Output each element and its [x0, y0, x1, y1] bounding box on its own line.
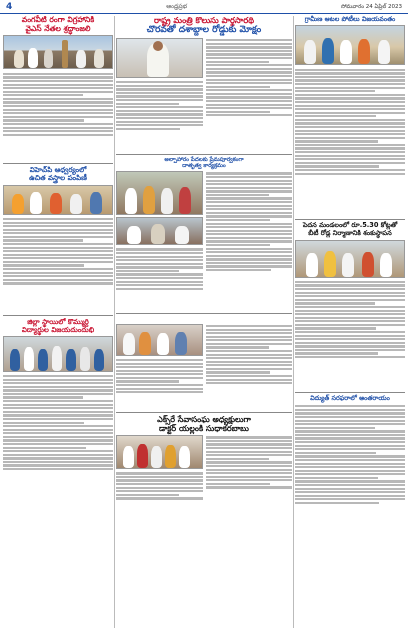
- headline-col1-1b: వైఎస్ నేతల శ్రద్ధాంజలి: [25, 23, 91, 33]
- headline-col2-3: ఎక్స్‌రే సేవాసంఘ అధ్యక్షులుగా: [157, 414, 251, 424]
- headline-col2-3b: డాక్టర్ యల్లంకి సుధాకరబాబు: [159, 423, 249, 433]
- headline-col2-2: అల్పాహారం పేదలకు ప్రేమపూర్వకంగా: [164, 156, 244, 163]
- headline-col3-1: గ్రామీణ ఆటల పోటీలు విజయవంతం: [304, 15, 396, 23]
- headline-col3-2b: బీటీ రోడ్ల నిర్మాణానికి శంకుస్థాపన: [308, 228, 392, 237]
- photo-felicitation: [116, 324, 203, 356]
- photo-food-service: [116, 171, 203, 215]
- column-middle: [116, 16, 292, 511]
- photo-sports: [295, 25, 405, 65]
- photo-distribution: [3, 185, 113, 215]
- photo-road-foundation: [295, 240, 405, 278]
- headline-col1-3: జిల్లా స్థాయిలో కొమ్ముర్ది: [27, 317, 89, 326]
- headline-col1-2b: ఉచిత వస్త్రాల పంపిణీ: [29, 174, 87, 183]
- column-right: [295, 16, 405, 544]
- article-text: [295, 67, 405, 217]
- article-text: [3, 374, 113, 512]
- dateline: సోమవారం 24 ఏప్రిల్ 2023: [340, 3, 402, 10]
- article-text: [206, 171, 293, 311]
- photo-statue-event: [3, 35, 113, 69]
- headline-col2-1b: చొరవతో దశాబ్దాల రోడ్డుకు మోక్షం: [146, 25, 262, 36]
- photo-students: [3, 336, 113, 372]
- headline-col1-2: విహెచ్‌పి ఆధ్వర్యంలో: [29, 166, 87, 175]
- article-text: [206, 38, 293, 152]
- photo-gathering: [116, 217, 203, 245]
- article-text: [295, 280, 405, 390]
- headline-col2-2b: దాతృత్వ కార్యక్రమం: [182, 162, 226, 169]
- article-text: [3, 71, 113, 161]
- article-text: [295, 404, 405, 544]
- article-text: [116, 80, 203, 152]
- article-text: [3, 217, 113, 313]
- headline-col1-1: వంగవీటి రంగా విగ్రహానికి: [21, 15, 95, 24]
- page-header: [0, 0, 408, 14]
- headline-col1-3b: విద్యార్థుల విజయదుందుభి: [21, 325, 95, 334]
- headline-col2-1: రాష్ట్ర మంత్రి కొలుసు పార్థసారథి: [154, 15, 254, 25]
- masthead: ఆంధ్రప్రభ: [166, 2, 188, 10]
- article-text: [206, 435, 293, 511]
- article-text: [116, 247, 203, 309]
- headline-col3-3: విద్యుత్ సరఫరాలో అంతరాయం: [310, 393, 390, 402]
- column-left: [3, 16, 113, 512]
- photo-association: [116, 435, 203, 469]
- article-text: [116, 471, 203, 511]
- photo-minister: [116, 38, 203, 78]
- page-number: 4: [6, 1, 13, 12]
- article-text: [116, 358, 203, 410]
- headline-col3-2: పెదన మండలంలో రూ.5.30 కోట్లతో: [302, 221, 398, 230]
- article-text: [206, 324, 293, 410]
